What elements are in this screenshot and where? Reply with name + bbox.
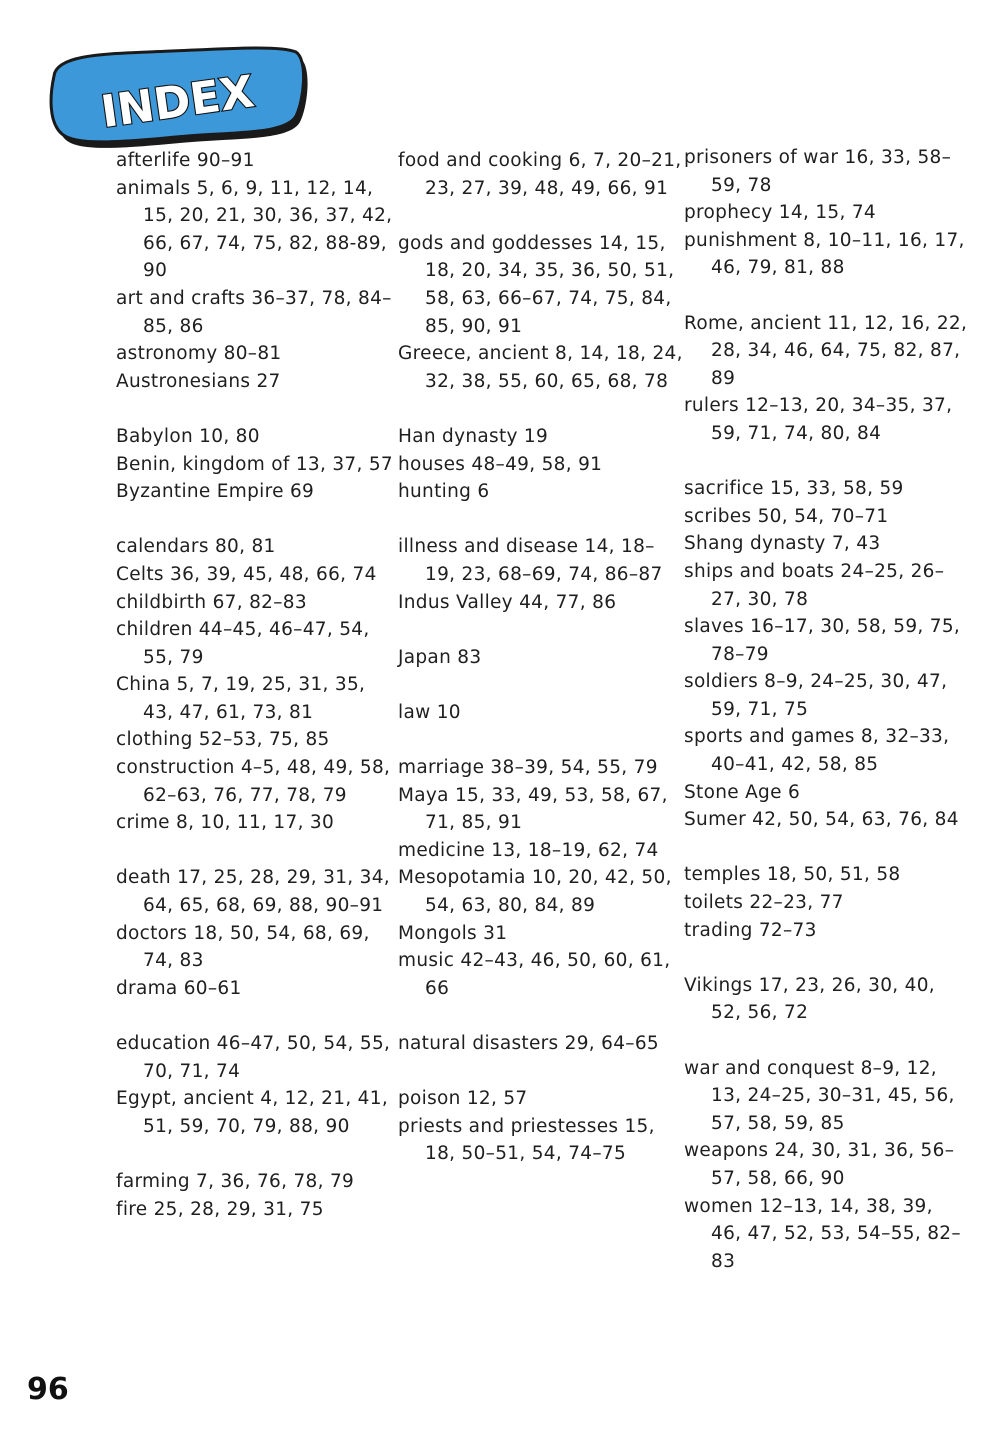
- index-entry: medicine 13, 18–19, 62, 74: [398, 839, 659, 861]
- index-entry: Stone Age 6: [684, 781, 801, 803]
- index-entry: construction 4–5, 48, 49, 58, 62–63, 76, 77, 78, 79: [116, 757, 391, 806]
- index-entry: natural disasters 29, 64–65: [398, 1033, 659, 1054]
- index-entry: prisoners of war 16, 33, 58–59, 78: [684, 147, 952, 196]
- index-entry: illness and disease 14, 18–19, 23, 68–69, 74, 86–87: [398, 536, 663, 585]
- index-title-badge: [38, 38, 308, 154]
- index-letter-group: [398, 699, 683, 727]
- index-letter-group: [398, 230, 683, 396]
- index-entry: sports and games 8, 32–33, 40–41, 42, 58, 85: [684, 726, 950, 776]
- index-entry: slaves 16–17, 30, 58, 59, 75, 78–79: [684, 616, 961, 665]
- index-entry: astronomy 80–81: [116, 343, 282, 365]
- index-entry: education 46–47, 50, 54, 55, 70, 71, 74: [116, 1033, 391, 1082]
- index-entry: Japan 83: [398, 646, 482, 668]
- index-entry: ships and boats 24–25, 26–27, 30, 78: [684, 560, 945, 610]
- index-letter-group: [116, 423, 401, 506]
- index-letter-group: [116, 533, 401, 837]
- index-entry: drama 60–61: [116, 977, 242, 999]
- index-entry: Maya 15, 33, 49, 53, 58, 67, 71, 85, 91: [398, 784, 668, 834]
- index-entry: Indus Valley 44, 77, 86: [398, 591, 617, 613]
- index-entry: trading 72–73: [684, 919, 817, 941]
- index-column-2: [398, 147, 683, 1196]
- index-entry: soldiers 8–9, 24–25, 30, 47, 59, 71, 75: [684, 671, 948, 720]
- index-entry: farming 7, 36, 76, 78, 79: [116, 1170, 355, 1192]
- page-number: 96: [27, 1372, 69, 1407]
- index-entry: poison 12, 57: [398, 1088, 528, 1110]
- index-letter-group: [684, 310, 969, 448]
- index-letter-group: [398, 1085, 683, 1168]
- index-entry: art and crafts 36–37, 78, 84–85, 86: [116, 287, 392, 337]
- index-entry: temples 18, 50, 51, 58: [684, 864, 901, 886]
- index-entry: sacrifice 15, 33, 58, 59: [684, 478, 904, 500]
- index-entry: scribes 50, 54, 70–71: [684, 505, 889, 527]
- index-entry: Austronesians 27: [116, 370, 281, 392]
- index-entry: calendars 80, 81: [116, 536, 276, 558]
- index-letter-group: [398, 1030, 683, 1058]
- index-entry: prophecy 14, 15, 74: [684, 202, 876, 224]
- index-letter-group: [684, 475, 969, 834]
- index-letter-group: [398, 754, 683, 1002]
- index-entry: children 44–45, 46–47, 54, 55, 79: [116, 619, 370, 668]
- index-entry: fire 25, 28, 29, 31, 75: [116, 1198, 324, 1220]
- index-letter-group: [398, 533, 683, 616]
- index-entry: rulers 12–13, 20, 34–35, 37, 59, 71, 74, 80, 84: [684, 395, 953, 444]
- index-letter-group: [116, 1030, 401, 1140]
- index-entry: hunting 6: [398, 481, 490, 503]
- index-entry: food and cooking 6, 7, 20–21, 23, 27, 39, 48, 49, 66, 91: [398, 150, 682, 199]
- index-entry: afterlife 90–91: [116, 150, 255, 171]
- index-entry: gods and goddesses 14, 15, 18, 20, 34, 35, 36, 50, 51, 58, 63, 66–67, 74, 75, 84, 85, 90, 91: [398, 232, 675, 337]
- index-entry: marriage 38–39, 54, 55, 79: [398, 757, 658, 779]
- index-letter-group: [684, 861, 969, 944]
- index-entry: houses 48–49, 58, 91: [398, 453, 603, 475]
- index-letter-group: [398, 147, 683, 202]
- index-column-3: [684, 144, 969, 1303]
- index-entry: Sumer 42, 50, 54, 63, 76, 84: [684, 809, 959, 831]
- index-entry: crime 8, 10, 11, 17, 30: [116, 812, 335, 834]
- index-letter-group: [684, 1055, 969, 1276]
- index-entry: toilets 22–23, 77: [684, 892, 844, 914]
- index-title: INDEX: [97, 66, 258, 139]
- index-entry: China 5, 7, 19, 25, 31, 35, 43, 47, 61, 73, 81: [116, 674, 366, 723]
- badge-shape: [38, 38, 308, 154]
- index-entry: childbirth 67, 82–83: [116, 591, 307, 613]
- index-entry: doctors 18, 50, 54, 68, 69, 74, 83: [116, 922, 370, 972]
- index-letter-group: [398, 644, 683, 672]
- index-entry: priests and priestesses 15, 18, 50–51, 54, 74–75: [398, 1115, 655, 1165]
- index-entry: war and conquest 8–9, 12, 13, 24–25, 30–31, 45, 56, 57, 58, 59, 85: [684, 1057, 955, 1134]
- index-entry: Rome, ancient 11, 12, 16, 22, 28, 34, 46, 64, 75, 82, 87, 89: [684, 312, 968, 389]
- index-entry: Benin, kingdom of 13, 37, 57: [116, 453, 393, 475]
- index-letter-group: [684, 144, 969, 282]
- index-entry: death 17, 25, 28, 29, 31, 34, 64, 65, 68, 69, 88, 90–91: [116, 867, 390, 917]
- index-entry: women 12–13, 14, 38, 39, 46, 47, 52, 53, 54–55, 82–83: [684, 1195, 961, 1272]
- index-entry: Mongols 31: [398, 922, 508, 944]
- index-entry: animals 5, 6, 9, 11, 12, 14, 15, 20, 21, 30, 36, 37, 42, 66, 67, 74, 75, 82, 88-89, 90: [116, 177, 393, 282]
- index-entry: Han dynasty 19: [398, 425, 549, 447]
- index-letter-group: [684, 972, 969, 1027]
- index-entry: Celts 36, 39, 45, 48, 66, 74: [116, 563, 377, 585]
- index-entry: Egypt, ancient 4, 12, 21, 41, 51, 59, 70, 79, 88, 90: [116, 1088, 389, 1137]
- index-entry: music 42–43, 46, 50, 60, 61, 66: [398, 950, 671, 999]
- index-letter-group: [116, 1168, 401, 1223]
- index-entry: law 10: [398, 701, 461, 723]
- index-entry: Greece, ancient 8, 14, 18, 24, 32, 38, 55, 60, 65, 68, 78: [398, 343, 683, 392]
- index-entry: Vikings 17, 23, 26, 30, 40, 52, 56, 72: [684, 974, 935, 1024]
- index-letter-group: [398, 423, 683, 506]
- index-entry: Shang dynasty 7, 43: [684, 533, 881, 555]
- index-entry: Babylon 10, 80: [116, 425, 260, 447]
- index-letter-group: [116, 864, 401, 1002]
- index-column-1: [116, 147, 401, 1251]
- index-letter-group: [116, 147, 401, 395]
- index-entry: weapons 24, 30, 31, 36, 56–57, 58, 66, 90: [684, 1140, 955, 1189]
- index-entry: Mesopotamia 10, 20, 42, 50, 54, 63, 80, 84, 89: [398, 867, 672, 917]
- index-entry: punishment 8, 10–11, 16, 17, 46, 79, 81, 88: [684, 229, 965, 279]
- index-entry: clothing 52–53, 75, 85: [116, 729, 330, 751]
- index-entry: Byzantine Empire 69: [116, 481, 315, 503]
